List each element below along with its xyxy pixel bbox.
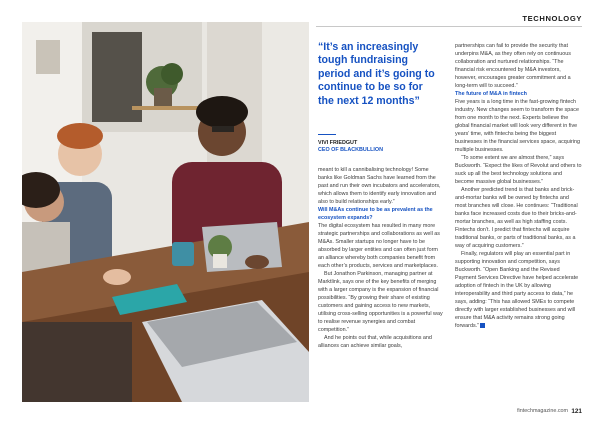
text-column-1: [318, 166, 444, 350]
subheading: The future of M&A in fintech: [455, 91, 527, 97]
paragraph: partnerships can fail to provide the security that underpins M&A, as they often rely on continuous collaboration and nurtured relationships. “The financial risk encountered by M&A investors, however, encourages greater commitment and a long-term will to succeed.”: [455, 43, 571, 89]
paragraph: “To some extent we are almost there,” says Buckworth. “Expect the likes of Revolut and others to suck up all the best technology solutions and become massive global businesses.”: [455, 155, 582, 185]
section-label: TECHNOLOGY: [522, 14, 582, 23]
pull-quote: “It’s an increasingly tough fundraising period and it’s going to continue to be so for the next 12 months”: [318, 41, 435, 107]
paragraph: Another predicted trend is that banks and brick-and-mortar banks will be owned by fintechs and most branches will close. He continues: “Traditional banks face increased costs due to their bricks-and-mortar branches, as well as high staffing costs. Fintechs don’t. I predict that fintechs will acquire traditional banks, or parts of traditional banks, as a way of acquiring customers.”: [455, 187, 578, 249]
end-mark-icon: [480, 323, 485, 328]
page-number: 121: [571, 408, 582, 415]
paragraph: The digital ecosystem has resulted in many more strategic partnerships and collaborations as well as M&As. Smaller startups no longer have to be absorbed by larger entities and can often just form an alliance whereby both companies benefit from each other’s products, services and marketplaces.: [318, 223, 440, 269]
pull-quote-name: VIVI FRIEDGUT: [318, 140, 358, 146]
paragraph-final: [455, 250, 582, 330]
paragraph: But Jonathon Parkinson, managing partner at Marktlink, says one of the key benefits of merging with a larger company is the expansion of financial possibilities. “By growing their share of existing customers and gaining access to new markets, utilising cross-selling opportunities is a powerful way to realise revenue synergies and combat competition.”: [318, 271, 443, 333]
text-column-2: [455, 42, 582, 330]
paragraph: Five years is a long time in the fast-growing fintech industry. New changes seem to transform the space from one month to the next. Experts believe the global financial market will look very different in five years’ time, with fintechs being the biggest businesses in the financial services space, acquiring multiple businesses.: [455, 99, 580, 153]
paragraph: meant to kill a cannibalising technology! Some banks like Goldman Sachs have learned from the past and run their own incubators and accelerators, which allows them to identify early innovation and also to build relationships early.”: [318, 167, 441, 205]
header-rule: [316, 26, 582, 27]
pull-quote-rule: [318, 134, 336, 135]
office-meeting-photo: [22, 22, 309, 402]
subheading: Will M&As continue to be as prevalent as the ecosystem expands?: [318, 207, 433, 221]
paragraph-text: Finally, regulators will play an essential part in supporting innovation and competition, says Buckworth. “Open Banking and the Revised Payment Services Directive have helped accelerate adoption of fintech in the UK by allowing interoperability and third party access to data,” he says, adding: “This has allowed SMEs to compete directly with larger established businesses and will ensure that M&A activity remains strong going forwards.”: [455, 251, 579, 329]
pull-quote-title: CEO OF BLACKBULLION: [318, 147, 383, 153]
footer-site: fintechmagazine.com: [517, 408, 568, 414]
paragraph: And he points out that, while acquisitions and alliances can achieve similar goals,: [318, 335, 432, 349]
